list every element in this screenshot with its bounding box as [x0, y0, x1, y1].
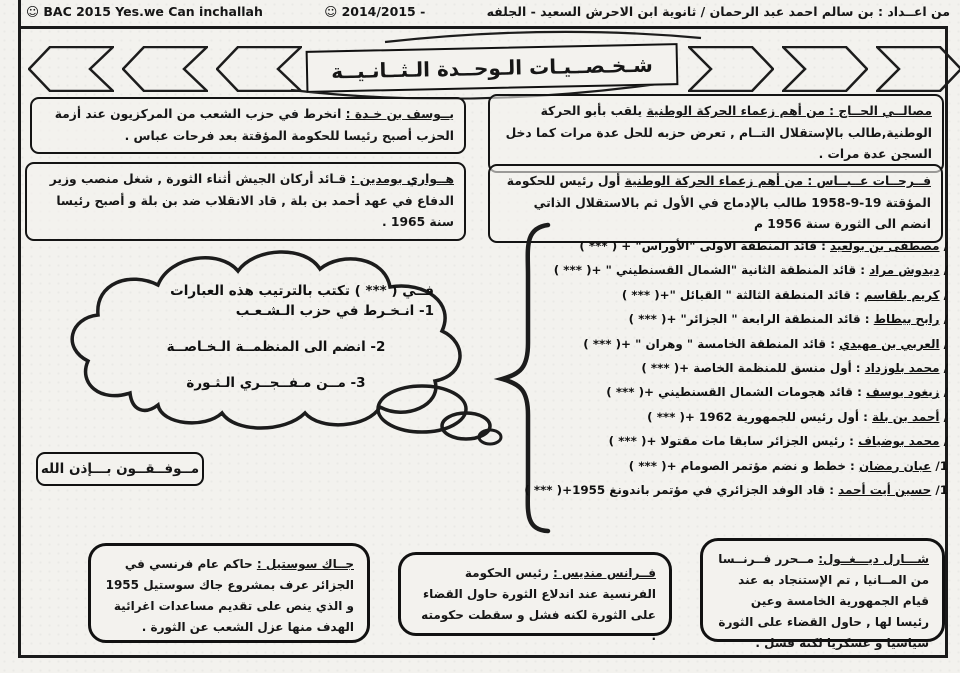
- list-item: / العربي بن مهيدي : قائد المنطقة الخامسة " وهران " +( *** ): [583, 336, 948, 351]
- leader-desc: : رئيس الجزائر سابقا مات مقتولا +( *** ): [608, 434, 859, 449]
- person-bio: مــحرر فــرنــسا من المــانيا , تم الإستنجاد به عند قيام الجمهورية الخامسة وعين رئيسا لها , حاول القضاء على الثورة سياسيا و عسكريا لكنه فشل .: [718, 552, 929, 650]
- leader-name: العربي بن مهيدي: [839, 336, 940, 351]
- leader-name: كريم بلقاسم: [863, 287, 940, 302]
- list-item: / زيغود يوسف : قائد هجومات الشمال القسنطيني +( *** ): [606, 385, 948, 400]
- person-bio: حاكم عام فرنسي في الجزائر عرف بمشروع جاك سوستيل 1955 و الذي ينص على تقديم مساعدات اغرائية الهدف منها عزل الشعب عن الثورة .: [105, 557, 354, 634]
- leader-desc: : قاد الوفد الجزائري في مؤتمر باندونغ 1955+( *** ): [524, 483, 839, 498]
- info-box-soustelle: [88, 543, 370, 643]
- info-box-benkhedda: [30, 97, 466, 154]
- leader-desc: : قائد هجومات الشمال القسنطيني +( *** ): [606, 385, 867, 400]
- cloud-line: فــي ( *** ) تكتب بالترتيب هذه العبارات: [170, 283, 434, 299]
- leader-desc: : قائد المنطقة الاولى "الأوراس" + ( *** ): [579, 239, 830, 253]
- list-item: / محمد بوضياف : رئيس الجزائر سابقا مات مقتولا +( *** ): [608, 434, 948, 449]
- header-year-text: ☺ 2014/2015 -: [324, 4, 426, 19]
- header-author-text: من اعــداد : بن سالم احمد عبد الرحمان / ثانوية ابن الاحرش السعيد - الجلفه: [486, 4, 950, 19]
- person-bio: رئيس الحكومة الفرنسية عند اندلاع الثورة حاول القضاء على الثورة لكنه فشل و سقطت حكومته .: [421, 566, 656, 643]
- person-bio: أول رئيس للحكومة المؤقتة 19-9-1958 طالب بالإدماج في الأول ثم بالاستقلال الذاتي انضم الى الثورة سنة 1956 م: [506, 174, 931, 232]
- leader-name: زيغود يوسف: [866, 385, 940, 400]
- leader-name: حسين أيت أحمد: [838, 483, 932, 498]
- person-bio: يلقب بأبو الحركة الوطنية,طالب بالإستقلال التــام , تعرض حزبه للحل عدة مرات كما دخل السجن عدة مرات .: [505, 104, 932, 162]
- person-name: هــواري بومدين :: [350, 172, 454, 186]
- cloud-line: 3- مــن مـفــجــري الـثـورة: [186, 375, 366, 391]
- header-latin-text: ☺ BAC 2015 Yes.we Can inchallah: [26, 4, 263, 19]
- leader-desc: : قائد المنطقة الرابعة " الجزائر" +( *** ): [628, 312, 874, 327]
- person-name: يــوسف بن خـدة :: [345, 107, 454, 121]
- blessing-text: مــوفــقــون بـــإذن الله: [40, 461, 200, 477]
- person-name: شـــارل ديـــغــول:: [818, 552, 929, 566]
- person-bio: قـائد أركان الجيش أثناء الثورة , شغل منصب وزير الدفاع في عهد أحمد بن بلة , قاد الانقلاب ضد بن بلة و أصبح رئيسا سنة 1965 .: [49, 172, 454, 230]
- chevron-right-icon: [876, 46, 960, 92]
- leader-name: محمد بوضياف: [858, 434, 940, 449]
- cloud-line: 1- انـخـرط في حزب الـشـعـب: [235, 303, 434, 319]
- header: [26, 4, 950, 19]
- info-box-de-gaulle: [700, 538, 945, 650]
- chevron-left-icon: [28, 46, 114, 92]
- leader-desc: : أول منسق للمنظمة الخاصة +( *** ): [641, 361, 865, 376]
- leader-name: أحمد بن بلة: [872, 409, 940, 424]
- list-item: / مصطفى بن بولعيد : قائد المنطقة الاولى "الأوراس" + ( *** ): [579, 239, 948, 253]
- chevron-right-icon: [782, 46, 868, 92]
- cloud-note: [112, 281, 440, 393]
- leader-desc: : قائد المنطقة الثانية "الشمال القسنطيني " +( *** ): [553, 263, 870, 278]
- leaders-list: [524, 234, 948, 502]
- leader-desc: : خطط و نضم مؤتمر الصومام +( *** ): [628, 458, 859, 473]
- info-box-messali-hadj: مصالــي الحــاج : من أهم زعماء الحركة الوطنية يلقب بأبو الحركة الوطنية,طالب بالإستقلال التــام , تعرض حزبه للحل عدة مرات كما دخل السجن عدة مرات .: [488, 94, 944, 173]
- blessing-box: [36, 452, 204, 486]
- list-item: 1/ عبان رمضان : خطط و نضم مؤتمر الصومام +( *** ): [628, 458, 948, 473]
- leader-desc: : قائد المنطقة الخامسة " وهران " +( *** ): [583, 336, 840, 351]
- list-item: / ديدوش مراد : قائد المنطقة الثانية "الشمال القسنطيني " +( *** ): [553, 263, 948, 278]
- list-item: 1/ حسين أيت أحمد : قاد الوفد الجزائري في مؤتمر باندونغ 1955+( *** ): [524, 483, 948, 498]
- info-box-mendes-france: [398, 552, 672, 643]
- leader-desc: : قائد المنطقة الثالثة " القبائل "+( *** ): [621, 287, 864, 302]
- leader-desc: : أول رئيس للجمهورية 1962 +( *** ): [647, 409, 873, 424]
- person-name: جــاك سوستيل :: [256, 557, 354, 571]
- chevron-left-icon: [122, 46, 208, 92]
- list-item: / كريم بلقاسم : قائد المنطقة الثالثة " القبائل "+( *** ): [621, 287, 948, 302]
- cloud-line: 2- انضم الى المنظمــة الـخـاصــة: [166, 339, 386, 355]
- leader-name: ديدوش مراد: [869, 263, 940, 278]
- list-item: / أحمد بن بلة : أول رئيس للجمهورية 1962 +( *** ): [647, 409, 948, 424]
- info-box-boumediene: [25, 162, 466, 241]
- page-title: شـخـصــيـات الـوحــدة الـثــانـيــة: [330, 52, 654, 84]
- person-bio: انخرط في حزب الشعب من المركزيون عند أزمة الحزب أصبح رئيسا للحكومة المؤقتة بعد فرحات عباس .: [54, 107, 454, 143]
- person-name: مصالــي الحــاج :: [829, 104, 932, 118]
- title-banner: [306, 43, 679, 93]
- header-left-rule: [18, 0, 21, 27]
- chevrons-right: [688, 46, 960, 92]
- leader-name: مصطفى بن بولعيد: [830, 239, 940, 253]
- list-item: / محمد بلوزداد : أول منسق للمنظمة الخاصة +( *** ): [641, 361, 948, 376]
- leader-name: رابح بيطاط: [873, 312, 940, 327]
- info-box-ferhat-abbas: فــرحــات عــبــاس : من أهم زعماء الحركة الوطنية أول رئيس للحكومة المؤقتة 19-9-1958 طالب بالإدماج في الأول ثم بالاستقلال الذاتي انضم الى الثورة سنة 1956 م: [488, 164, 943, 243]
- list-item: / رابح بيطاط : قائد المنطقة الرابعة " الجزائر" +( *** ): [628, 312, 948, 327]
- leader-name: محمد بلوزداد: [864, 361, 940, 376]
- person-name: فــرانس منديس :: [553, 566, 656, 580]
- person-name: فــرحــات عــبــاس :: [807, 174, 931, 188]
- leader-name: عبان رمضان: [858, 458, 932, 473]
- chevrons-left: [28, 46, 302, 92]
